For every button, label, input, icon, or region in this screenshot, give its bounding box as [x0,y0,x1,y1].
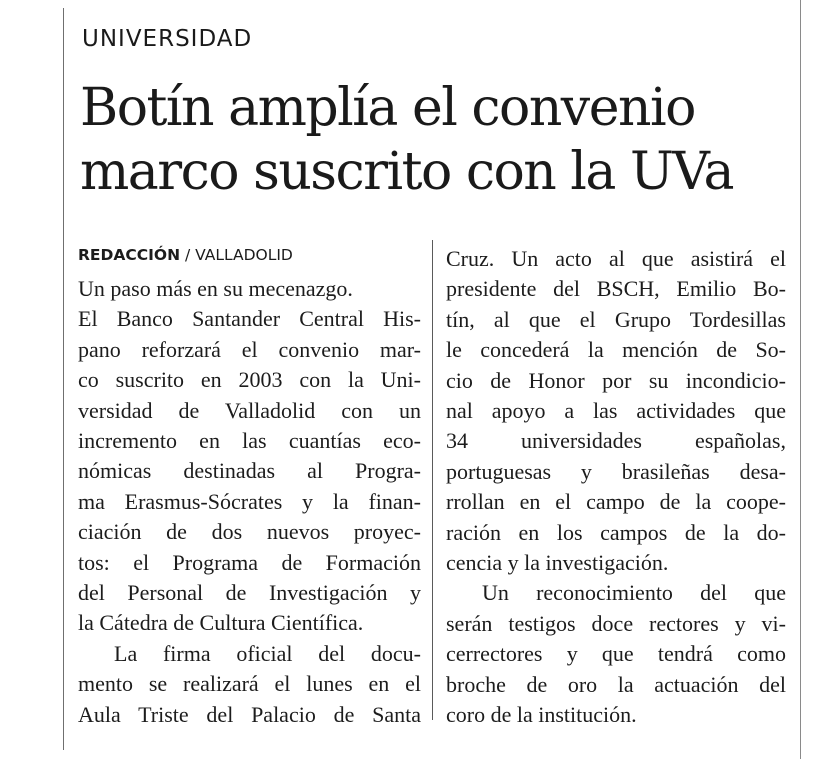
headline [80,76,800,204]
text-line: pano reforzará el convenio mar- [78,336,421,362]
article-column-2 [446,244,786,731]
column-divider [432,240,433,720]
headline-line: Botín amplía el convenio [80,78,695,138]
text-line: versidad de Valladolid con un [78,397,421,423]
text-line: ma Erasmus-Sócrates y la finan- [78,488,421,514]
text-line: la Cátedra de Cultura Científica. [78,610,364,636]
right-border-rule [800,0,801,759]
text-line: rrollan en el campo de la coope- [446,489,786,515]
text-line: Cruz. Un acto al que asistirá el [446,246,786,271]
text-line: mento se realizará el lunes en el [78,671,421,697]
text-line: tín, al que el Grupo Tordesillas [446,306,786,332]
text-line: ciación de dos nuevos proyec- [78,519,421,545]
headline-line: marco suscrito con la UVa [80,142,734,202]
text-line: del Personal de Investigación y [78,580,421,606]
text-line: cio de Honor por su incondicio- [446,367,786,393]
byline-separator: / [180,246,196,264]
text-line: La firma oficial del docu- [114,640,421,666]
left-border-rule [63,8,64,750]
text-line: incremento en las cuantías eco- [78,428,421,454]
text-line: nómicas destinadas al Progra- [78,458,421,484]
text-line: cerrectores y que tendrá como [446,641,786,667]
text-line: ración en los campos de la do- [446,519,786,545]
text-line: Aula Triste del Palacio de Santa [78,701,421,727]
byline-location: VALLADOLID [195,246,293,264]
text-line: 34 universidades españolas, [446,428,786,454]
text-line: El Banco Santander Central His- [78,306,421,332]
text-line: cencia y la investigación. [446,550,669,576]
article-column-1 [78,274,421,730]
text-line: Un reconocimiento del que [482,580,786,606]
byline [78,246,293,264]
text-line: serán testigos doce rectores y vi- [446,610,786,636]
text-line: broche de oro la actuación del [446,671,786,697]
text-line: portuguesas y brasileñas desa- [446,458,786,484]
text-line: tos: el Programa de Formación [78,549,421,575]
text-line: presidente del BSCH, Emilio Bo- [446,276,786,302]
text-line: Un paso más en su mecenazgo. [78,276,353,301]
text-line: nal apoyo a las actividades que [446,398,786,424]
section-label: UNIVERSIDAD [82,26,253,52]
text-line: co suscrito en 2003 con la Uni- [78,367,421,393]
text-line: le concederá la mención de So- [446,337,786,363]
byline-author: REDACCIÓN [78,246,181,264]
text-line: coro de la institución. [446,702,637,728]
